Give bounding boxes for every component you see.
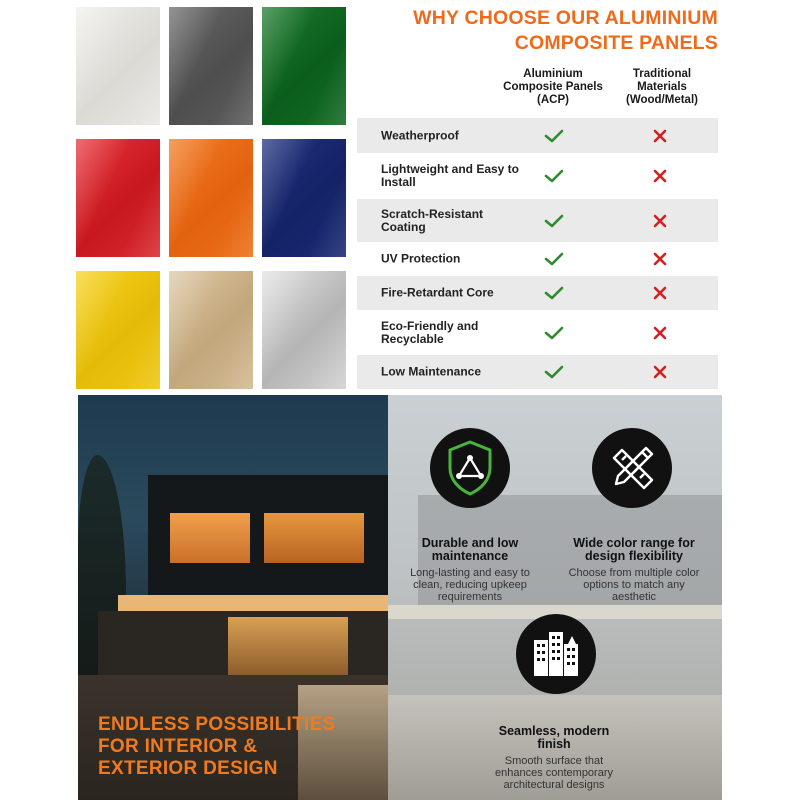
tagline-line-2: FOR INTERIOR & [98, 736, 258, 757]
swatch-silver [262, 271, 346, 389]
row-label: Weatherproof [381, 128, 459, 142]
feature-title-durable: Durable and low maintenance [421, 536, 519, 563]
row-label: Fire-Retardant Core [381, 285, 494, 300]
row-label: Low Maintenance [381, 364, 482, 379]
check-icon [543, 168, 565, 184]
cross-icon [653, 365, 667, 379]
heading-line-1: WHY CHOOSE OUR ALUMINIUM [413, 7, 718, 29]
feature-desc-seamless: Smooth surface that enhances contemporary architectural designs [494, 755, 613, 791]
tagline-line-3: EXTERIOR DESIGN [98, 758, 278, 779]
check-icon [543, 364, 565, 380]
row-label: UV Protection [381, 251, 461, 266]
cross-icon [653, 214, 667, 228]
feature-title-seamless: Seamless, modern finish [498, 724, 610, 751]
tagline-line-1: ENDLESS POSSIBILITIES [98, 714, 336, 735]
comparison-row [357, 310, 718, 355]
check-icon [543, 128, 565, 144]
feature-desc-color-range: Choose from multiple color options to match any aesthetic [568, 567, 700, 603]
swatch-orange [169, 139, 253, 257]
column-header-traditional: Traditional Materials (Wood/Metal) [626, 68, 698, 106]
column-header-acp: Aluminium Composite Panels (ACP) [503, 68, 603, 106]
swatch-red [76, 139, 160, 257]
row-label: Eco-Friendly and Recyclable [381, 318, 479, 346]
row-label: Lightweight and Easy to Install [381, 162, 520, 189]
cross-icon [653, 169, 667, 183]
check-icon [543, 251, 565, 267]
cross-icon [653, 252, 667, 266]
comparison-row [357, 355, 718, 389]
swatch-grey [169, 7, 253, 125]
swatch-gold [169, 271, 253, 389]
page-heading [338, 6, 718, 56]
check-icon [543, 325, 565, 341]
swatch-yellow [76, 271, 160, 389]
cross-icon [653, 326, 667, 340]
feature-title-color-range: Wide color range for design flexibility [573, 536, 695, 563]
comparison-row [357, 118, 718, 153]
feature-desc-durable: Long-lasting and easy to clean, reducing upkeep requirements [410, 567, 530, 603]
ruler-pencil-icon [592, 428, 672, 508]
comparison-row [357, 199, 718, 242]
buildings-icon [516, 614, 596, 694]
comparison-row [357, 153, 718, 199]
swatch-green [262, 7, 346, 125]
shield-triangle-icon [430, 428, 510, 508]
comparison-row [357, 242, 718, 276]
check-icon [543, 213, 565, 229]
comparison-row [357, 276, 718, 310]
swatch-white [76, 7, 160, 125]
heading-line-2: COMPOSITE PANELS [514, 32, 718, 54]
tagline [98, 714, 336, 780]
check-icon [543, 285, 565, 301]
swatch-navy [262, 139, 346, 257]
row-label: Scratch-Resistant Coating [381, 206, 484, 234]
cross-icon [653, 129, 667, 143]
cross-icon [653, 286, 667, 300]
